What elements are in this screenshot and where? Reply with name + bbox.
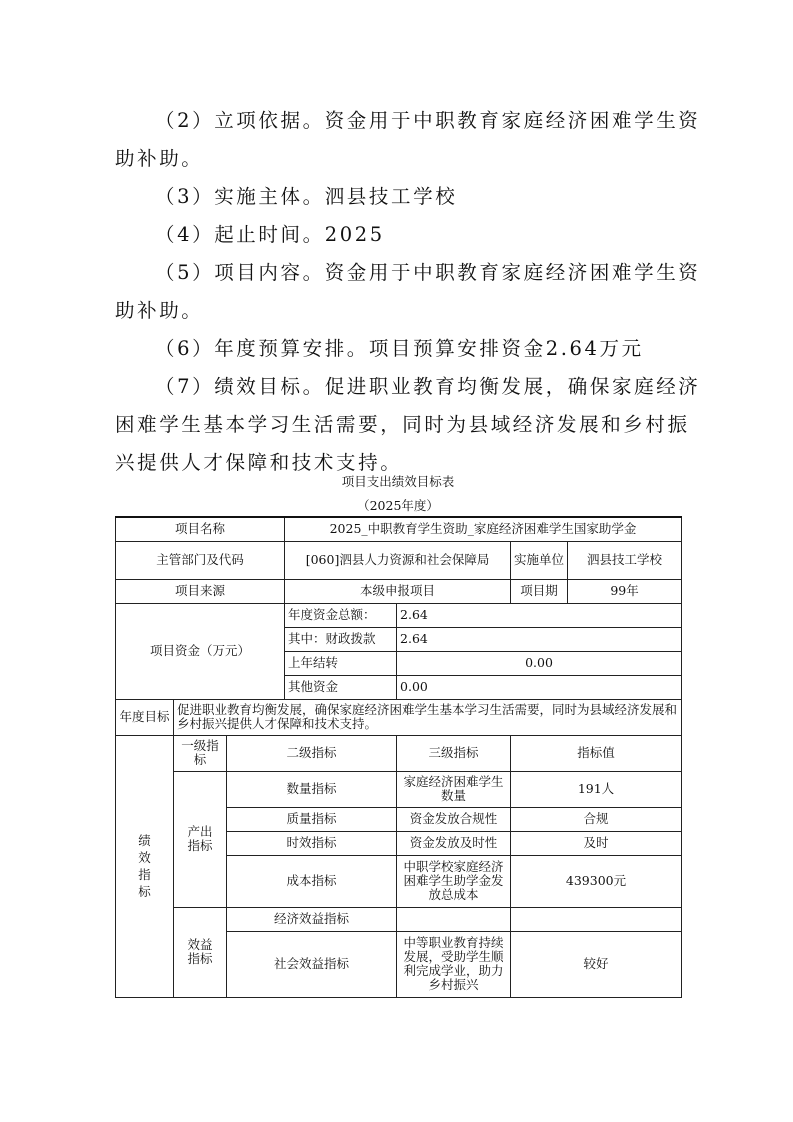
output-timeliness-level3: 资金发放及时性	[397, 831, 511, 855]
implementer-label: 实施单位	[511, 541, 568, 579]
header-level3: 三级指标	[397, 735, 511, 771]
paragraph-goal-line2: 困难学生基本学习生活需要，同时为县域经济发展和乡村振	[115, 413, 690, 436]
output-indicators-label: 产出指标	[174, 771, 227, 907]
row-project-name	[116, 517, 682, 541]
paragraph-basis-line1: （2）立项依据。资金用于中职教育家庭经济困难学生资	[155, 109, 701, 132]
output-quantity-level2: 数量指标	[227, 771, 397, 807]
output-quality-level3: 资金发放合规性	[397, 807, 511, 831]
paragraph-goal-line1: （7）绩效目标。促进职业教育均衡发展，确保家庭经济	[155, 375, 701, 398]
funds-carryover-value: 0.00	[397, 651, 682, 675]
output-cost-level2: 成本指标	[227, 855, 397, 907]
performance-indicators-label: 绩效指标	[116, 735, 174, 997]
benefit-social-value: 较好	[511, 931, 682, 997]
benefit-social-level3: 中等职业教育持续发展，受助学生顺利完成学业，助力乡村振兴	[397, 931, 511, 997]
row-output-quantity	[116, 771, 682, 807]
row-benefit-economic	[116, 907, 682, 931]
annual-goal-label: 年度目标	[116, 699, 174, 735]
output-quantity-level3: 家庭经济困难学生数量	[397, 771, 511, 807]
department-value: [060]泗县人力资源和社会保障局	[285, 541, 511, 579]
benefit-economic-value	[511, 907, 682, 931]
period-value: 99年	[568, 579, 682, 603]
department-label: 主管部门及代码	[116, 541, 285, 579]
output-cost-value: 439300元	[511, 855, 682, 907]
funds-other-value: 0.00	[397, 675, 682, 699]
table-subtitle: （2025年度）	[357, 498, 439, 513]
output-timeliness-value: 及时	[511, 831, 682, 855]
output-quality-value: 合规	[511, 807, 682, 831]
funds-total-label: 年度资金总额：	[285, 603, 397, 627]
output-timeliness-level2: 时效指标	[227, 831, 397, 855]
header-value: 指标值	[511, 735, 682, 771]
paragraph-basis-line2: 助补助。	[115, 147, 204, 170]
header-level1: 一级指标	[174, 735, 227, 771]
benefit-economic-level2: 经济效益指标	[227, 907, 397, 931]
annual-goal-value: 促进职业教育均衡发展，确保家庭经济困难学生基本学习生活需要，同时为县域经济发展和乡村振兴提供人才保障和技术支持。	[174, 699, 682, 735]
output-cost-level3: 中职学校家庭经济困难学生助学金发放总成本	[397, 855, 511, 907]
implementer-value: 泗县技工学校	[568, 541, 682, 579]
source-value: 本级申报项目	[285, 579, 511, 603]
funds-fiscal-label: 其中：财政拨款	[285, 627, 397, 651]
project-name-label: 项目名称	[116, 517, 285, 541]
row-department	[116, 541, 682, 579]
output-quality-level2: 质量指标	[227, 807, 397, 831]
funds-other-label: 其他资金	[285, 675, 397, 699]
row-source	[116, 579, 682, 603]
output-quantity-value: 191人	[511, 771, 682, 807]
row-funds-total	[116, 603, 682, 627]
row-indicator-headers	[116, 735, 682, 771]
row-annual-goal	[116, 699, 682, 735]
paragraph-content-line2: 助补助。	[115, 299, 204, 322]
paragraph-period: （4）起止时间。2025	[155, 223, 385, 246]
funds-carryover-label: 上年结转	[285, 651, 397, 675]
benefit-economic-level3	[397, 907, 511, 931]
paragraph-budget: （6）年度预算安排。项目预算安排资金2.64万元	[155, 337, 644, 360]
benefit-indicators-label: 效益指标	[174, 907, 227, 997]
paragraph-content-line1: （5）项目内容。资金用于中职教育家庭经济困难学生资	[155, 261, 701, 284]
project-name-value: 2025_中职教育学生资助_家庭经济困难学生国家助学金	[285, 517, 682, 541]
paragraph-implementer: （3）实施主体。泗县技工学校	[155, 185, 458, 208]
benefit-social-level2: 社会效益指标	[227, 931, 397, 997]
header-level2: 二级指标	[227, 735, 397, 771]
source-label: 项目来源	[116, 579, 285, 603]
funds-total-value: 2.64	[397, 603, 682, 627]
performance-target-table	[115, 516, 682, 998]
period-label: 项目期	[511, 579, 568, 603]
funds-label: 项目资金（万元）	[116, 603, 285, 699]
funds-fiscal-value: 2.64	[397, 627, 682, 651]
table-title: 项目支出绩效目标表	[341, 474, 455, 489]
paragraph-goal-line3: 兴提供人才保障和技术支持。	[115, 451, 403, 474]
